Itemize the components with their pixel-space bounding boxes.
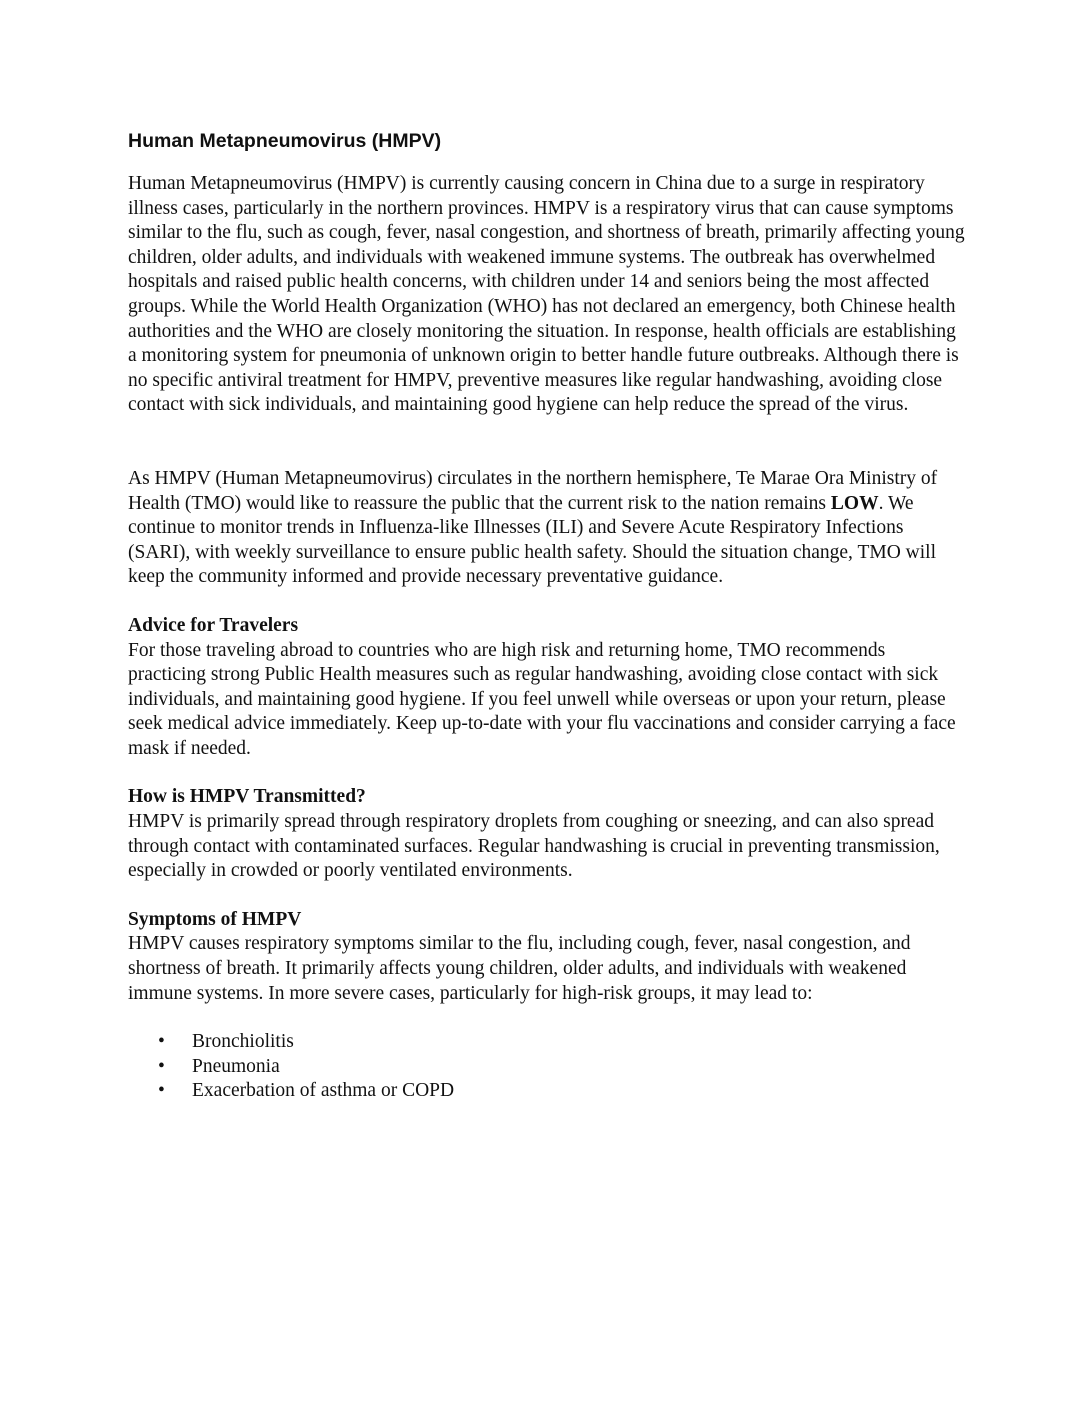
spacer [128,590,968,614]
intro-paragraph: Human Metapneumovirus (HMPV) is currently causing concern in China due to a surge in respiratory illness cases, particularly in the northern provinces. HMPV is a respiratory virus that can cause symptoms similar to the flu, such as cough, fever, nasal congestion, and shortness of breath, primarily affecting young children, older adults, and individuals with weakened immune systems. The outbreak has overwhelmed hospitals and raised public health concerns, with children under 14 and seniors being the most affected groups. While the World Health Organization (WHO) has not declared an emergency, both Chinese health authorities and the WHO are closely monitoring the situation. In response, health officials are establishing a monitoring system for pneumonia of unknown origin to better handle future outbreaks. Although there is no specific antiviral treatment for HMPV, preventive measures like regular handwashing, avoiding close contact with sick individuals, and maintaining good hygiene can help reduce the spread of the virus. [128,173,965,416]
bullet-icon: • [158,1031,165,1053]
list-item [128,1030,968,1055]
symptoms-list [128,1030,968,1104]
page-title: Human Metapneumovirus (HMPV) [128,130,442,152]
bullet-icon: • [158,1055,165,1077]
list-item-label: Pneumonia [192,1055,280,1077]
risk-level-emphasis: LOW [830,492,879,514]
transmission-paragraph: HMPV is primarily spread through respiratory droplets from coughing or sneezing, and can also spread through contact with contaminated surfaces. Regular handwashing is crucial in preventing transmission, especially in crowded or poorly ventilated environments. [128,811,940,882]
risk-statement-text-after: . We continue to monitor trends in Influenza-like Illnesses (ILI) and Severe Acute Respiratory Infections (SARI), with weekly surveillance to ensure public health safety. Should the situation change, TMO will keep the community informed and provide necessary preventative guidance. [128,492,936,588]
travelers-paragraph: For those traveling abroad to countries who are high risk and returning home, TMO recommends practicing strong Public Health measures such as regular handwashing, avoiding close contact with sick individuals, and maintaining good hygiene. If you feel unwell while overseas or upon your return, please seek medical advice immediately. Keep up-to-date with your flu vaccinations and consider carrying a face mask if needed. [128,639,956,759]
document-page [128,128,968,1104]
list-item [128,1079,968,1104]
list-item-label: Exacerbation of asthma or COPD [192,1080,455,1102]
spacer [128,1006,968,1030]
symptoms-heading: Symptoms of HMPV [128,908,302,930]
symptoms-paragraph: HMPV causes respiratory symptoms similar to the flu, including cough, fever, nasal congestion, and shortness of breath. It primarily affects young children, older adults, and individuals with weakened immune systems. In more severe cases, particularly for high-risk groups, it may lead to: [128,933,911,1004]
list-item-label: Bronchiolitis [192,1031,294,1053]
spacer [128,884,968,908]
bullet-icon: • [158,1080,165,1102]
risk-statement-paragraph [128,467,968,590]
travelers-heading: Advice for Travelers [128,614,299,636]
list-item [128,1055,968,1080]
spacer [128,418,968,467]
spacer [128,761,968,785]
risk-statement-text-before: As HMPV (Human Metapneumovirus) circulates in the northern hemisphere, Te Marae Ora Ministry of Health (TMO) would like to reassure the public that the current risk to the nation remains [128,467,938,514]
transmission-heading: How is HMPV Transmitted? [128,786,366,808]
